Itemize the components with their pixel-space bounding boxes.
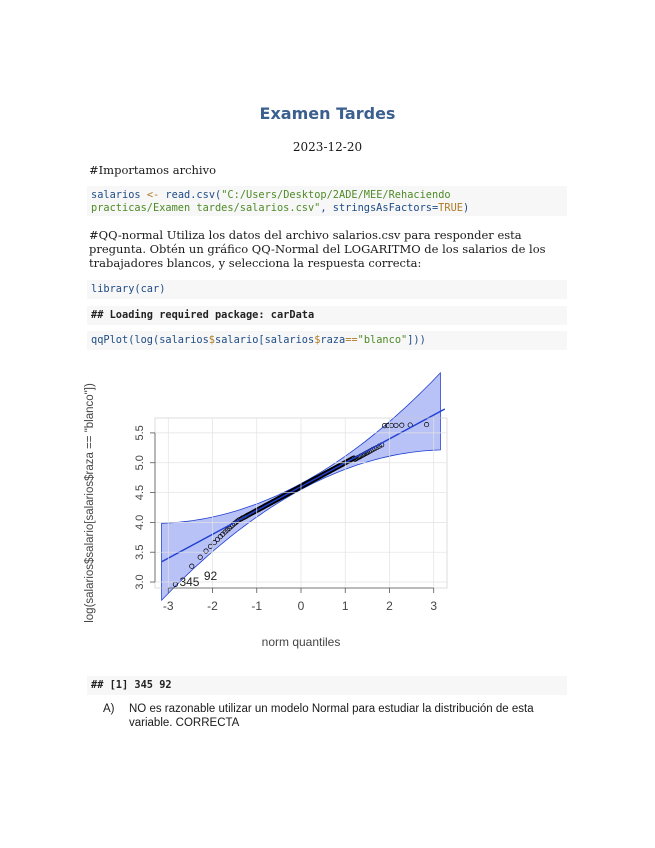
code-close: ) [462, 202, 470, 214]
qq-eq: == [345, 334, 358, 346]
output-result: ## [1] 345 92 [87, 676, 567, 695]
question-text: #QQ-normal Utiliza los datos del archivo salarios.csv para responder esta pregunta. Obtén un gráfico QQ-Normal del LOGARITMO de los salarios de los trabajadores blancos, y selecciona la respuesta correcta: [89, 228, 546, 270]
comment-import: #Importamos archivo [89, 163, 217, 177]
answer-text: NO es razonable utilizar un modelo Normal para estudiar la distribución de esta variable. CORRECTA [129, 703, 534, 729]
qq-dollar-1: $ [208, 334, 215, 346]
qq-mid-1: salario[salarios [215, 334, 315, 346]
qq-prefix: qqPlot(log(salarios [91, 334, 209, 346]
x-tick-label-2: -1 [251, 599, 263, 613]
x-tick-label-3: 0 [297, 599, 305, 613]
document-date: 2023-12-20 [292, 140, 363, 154]
code-assign: <- [146, 189, 160, 201]
y-tick-label-1: 3.5 [134, 544, 146, 560]
code-var: salarios [91, 189, 141, 201]
reference-line-group [162, 409, 445, 562]
y-tick-label-3: 4.5 [134, 484, 146, 501]
y-tick-label-4: 5.0 [134, 455, 146, 471]
point-label-1: 345 [179, 575, 200, 590]
x-axis-label: norm quantiles [261, 635, 341, 649]
y-axis-label: log(salarios$salario[salarios$raza == "blanco"]) [84, 383, 96, 623]
x-tick-label-1: -2 [207, 599, 218, 613]
code-fn: read.csv( [165, 189, 222, 201]
qq-plot [75, 360, 475, 660]
point-label-2: 92 [203, 569, 218, 584]
x-tick-label-0: -3 [162, 599, 174, 613]
code-block-read-csv [87, 186, 567, 216]
x-tick-label-6: 3 [430, 599, 438, 613]
qq-dollar-2: $ [314, 334, 321, 346]
x-tick-label-5: 2 [386, 599, 393, 613]
code-rest: , stringsAsFactors= [320, 202, 439, 214]
x-tick-label-4: 1 [341, 599, 349, 613]
y-tick-label-5: 5.5 [134, 425, 146, 441]
qq-mid-2: raza [320, 334, 346, 346]
answer-letter: A) [103, 703, 115, 715]
code-path-1: "C:/Users/Desktop/2ADE/MEE/Rehaciendo [221, 189, 451, 201]
reference-line [162, 409, 445, 562]
code-block-qqplot [87, 331, 567, 350]
output-loading: ## Loading required package: carData [87, 306, 567, 325]
code-true: TRUE [438, 202, 463, 214]
y-tick-label-2: 4.0 [134, 514, 146, 531]
document-title: Examen Tardes [259, 104, 396, 123]
code-path-2: practicas/Examen tardes/salarios.csv" [91, 202, 321, 214]
qq-close: ])) [407, 334, 426, 346]
code-block-library: library(car) [87, 280, 567, 299]
y-tick-label-0: 3.0 [134, 574, 146, 590]
qq-str: "blanco" [357, 334, 408, 346]
